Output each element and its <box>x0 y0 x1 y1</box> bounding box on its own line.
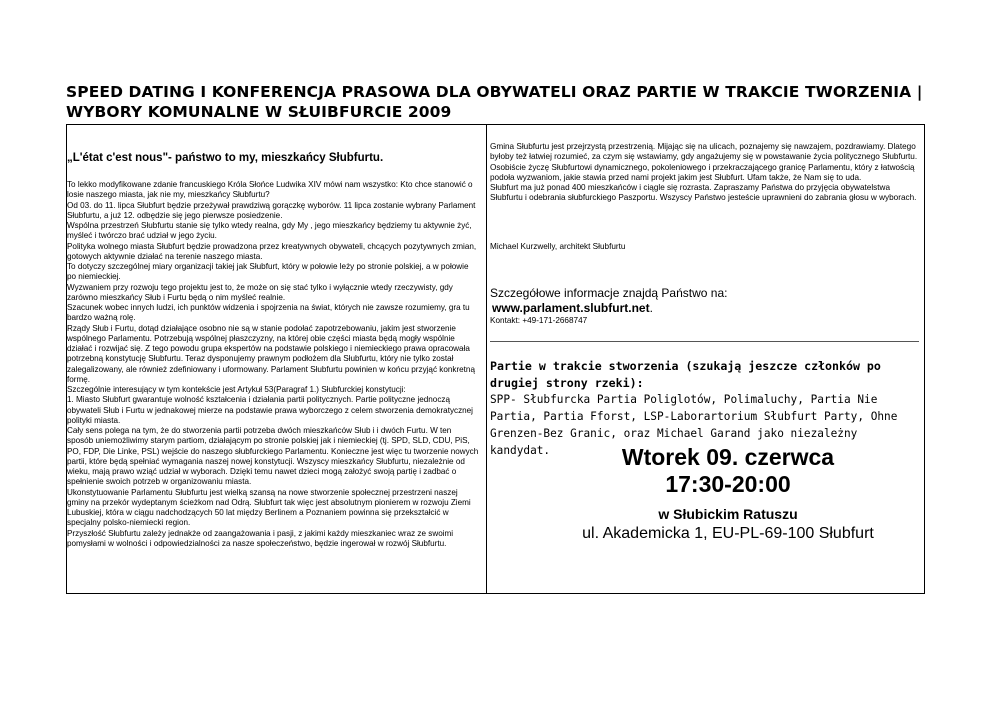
paragraph: Słubfurt ma już ponad 400 mieszkańców i ciągle się rozrasta. Zapraszamy Państwa do przyjęcia obywatelstwa Słubfurtu i odebrania słubfurckiego Paszportu. Wszyscy Państwo jesteście uprawnieni do zabrania głosu w wyborach. <box>490 183 917 203</box>
paragraph: Od 03. do 11. lipca Słubfurt będzie przeżywał prawdziwą gorączkę wyborów. 11 lipca zostanie wybrany Parlament Słubfurtu, a już 12. odbędzie się jego pierwsze posiedzenie. <box>67 200 476 220</box>
right-intro <box>490 142 920 204</box>
parties-list: SPP- Słubfurcka Partia Poliglotów, Polimaluchy, Partia Nie Partia, Partia Fforst, LSP-Laborartorium Słubfurt Party, Ohne Grenzen-Bez Granic, oraz Michael Garand jako niezależny kandydat. <box>490 393 898 457</box>
event-place: w Słubickim Ratuszu <box>658 506 798 522</box>
paragraph: Szczególnie interesujący w tym kontekście jest Artykuł 53(Paragraf 1.) Słubfurckiej konstytucji: <box>67 385 406 394</box>
url-suffix: . <box>649 301 653 315</box>
left-body <box>67 180 479 549</box>
event-block <box>558 443 898 544</box>
paragraph: Rządy Słub i Furtu, dotąd działające osobno nie są w stanie podołać zapotrzebowaniu, jakim jest stworzenie wspólnego Parlamentu. Potrzebują wspólnej płaszczyzny, na której obie części miasta będą mogły wspólnie działać i rozwijać się. Z tego powodu grupa ekspertów na podstawie polskiego i niemieckiego prawa opracowała potrzebną konstytucję Słubfurtu. Teraz dysponujemy prawnym podłożem dla Słubfurtu, który nie tylko został zalegalizowany, ale również zdefiniowany i uformowany. Parlament Słubfurtu powinien w końcu przyjąć konkretną formę. <box>67 323 475 384</box>
paragraph: Wyzwaniem przy rozwoju tego projektu jest to, że może on się stać tylko i wyłącznie wtedy rzeczywisty, gdy zarówno mieszkańcy Słub i Furtu będą o nim myśleć realnie. <box>67 282 453 302</box>
left-heading: „L'état c'est nous"- państwo to my, mieszkańcy Słubfurtu. <box>67 152 384 164</box>
paragraph: Przyszłość Słubfurtu zależy jednakże od zaangażowania i pasji, z jakimi każdy mieszkaniec wraz ze swoimi pomysłami w wolności i odpowiedzialności za nasze społeczeństwo, będzie ingerował w rozwój Słubfurtu. <box>67 528 454 548</box>
left-column <box>67 125 485 593</box>
paragraph: Szacunek wobec innych ludzi, ich punktów widzenia i spojrzenia na świat, których nie zawsze rozumiemy, gra tu bardzo ważną rolę. <box>67 303 470 323</box>
website-link[interactable]: www.parlament.slubfurt.net <box>492 301 650 315</box>
paragraph: To dotyczy szczególnej miary organizacji takiej jak Słubfurt, który w połowie leży po stronie polskiej, a w połowie po niemieckiej. <box>67 262 469 282</box>
parties-heading: Partie w trakcie stworzenia (szukają jeszcze członków po drugiej strony rzeki): <box>490 359 881 390</box>
section-divider <box>490 341 919 342</box>
info-heading: Szczegółowe informacje znajdą Państwo na: <box>490 286 728 300</box>
paragraph: Gmina Słubfurtu jest przejrzystą przestrzenią. Mijając się na ulicach, poznajemy się nawzajem, pozdrawiamy. Dlatego byłoby też łatwiej rozumieć, za czym się wstawiamy, gdy angażujemy się w powstawanie życia politycznego Słubfurtu. Osobiście życzę Słubfurtowi dynamicznego, pokoleniowego i przekraczającego granicę Parlamentu, który z łatwością podoła wyzwaniom, jakie stawia przed nami projekt jakim jest Słubfurt. Ufam także, że Nam się to uda. <box>490 142 918 182</box>
column-divider <box>486 124 487 594</box>
paragraph: Wspólna przestrzeń Słubfurtu stanie się tylko wtedy realna, gdy My , jego mieszkańcy będziemy tu aktywnie żyć, myśleć i twórczo brać udział w jego życiu. <box>67 221 472 241</box>
paragraph: Ukonstytuowanie Parlamentu Słubfurtu jest wielką szansą na nowe stworzenie społecznej przestrzeni naszej gminy na przekór wydeptanym ścieżkom nad Odrą. Słubfurt tak więc jest absolutnym pionierem w rozwoju Ziemi Lubuskiej, która w ciągu nadchodzących 50 lat między Berlinem a Poznaniem powinna się przekształcić w specjalny polsko-niemiecki region. <box>67 487 471 528</box>
paragraph: Cały sens polega na tym, że do stworzenia partii potrzeba dwóch mieszkańców Słub i i dwóch Furtu. W ten sposób uniemożliwimy starym partiom, działającym po stronie polskiej jak i niemieckiej (tj. SPD, SLD, CDU, PiS, PO, FDP, Die Linke, PSL) wejście do naszego słubfurckiego Parlamentu. Konieczne jest więc tu tworzenie nowych partii, które będą spełniać wymagania naszej nowej konstytucji. Wszyscy mieszkańcy Słubfurtu, niezależnie od wieku, mają prawo wziąć udział w wyborach. Dzięki temu nawet dzieci mogą założyć swoją partię i zadbać o spełnienie swoich potrzeb w organizowaniu miasta. <box>67 426 479 487</box>
event-address: ul. Akademicka 1, EU-PL-69-100 Słubfurt <box>582 525 874 542</box>
right-column <box>488 125 924 593</box>
signature: Michael Kurzwelly, architekt Słubfurtu <box>490 242 626 251</box>
event-date: Wtorek 09. czerwca <box>621 444 835 470</box>
contact-phone: Kontakt: +49-171-2668747 <box>490 316 588 325</box>
paragraph: Polityka wolnego miasta Słubfurt będzie prowadzona przez kreatywnych obywateli, chcących pozytywnych zmian, gotowych aktywnie działać na terenie naszego miasta. <box>67 241 477 261</box>
page-title: SPEED DATING I KONFERENCJA PRASOWA DLA OBYWATELI ORAZ PARTIE W TRAKCIE TWORZENIA | WYBORY KOMUNALNE W SŁUIBFURCIE 2009 <box>66 83 923 121</box>
info-url-line <box>492 301 653 315</box>
event-time: 17:30-20:00 <box>665 471 791 497</box>
paragraph: 1. Miasto Słubfurt gwarantuje wolność kształcenia i działania partii politycznych. Partie polityczne jednoczą obywateli Słub i Furtu w jednakowej mierze na podstawie prawa wyborczego z celem stworzenia demokratycznej polityki miasta. <box>67 395 473 425</box>
paragraph: To lekko modyfikowane zdanie francuskiego Króla Słońce Ludwika XIV mówi nam wszystko: Kto chce stanowić o losie naszego miasta, jak nie my, mieszkańcy Słubfurtu? <box>67 180 473 200</box>
